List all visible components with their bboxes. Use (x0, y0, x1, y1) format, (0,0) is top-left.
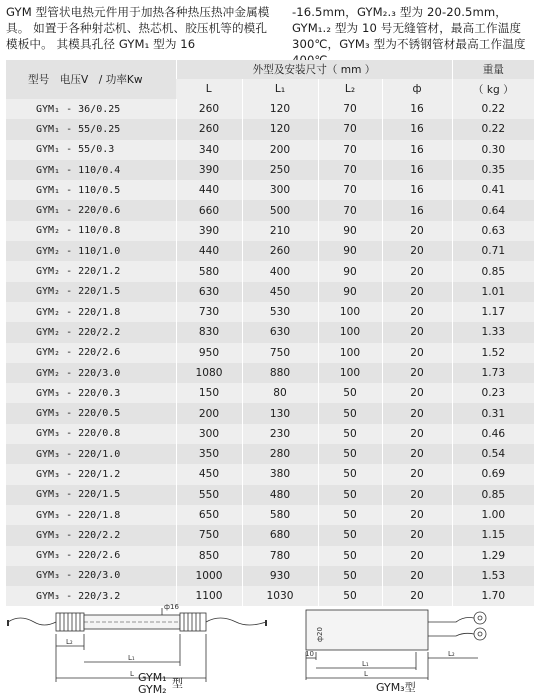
cell-L1: 400 (242, 261, 318, 281)
cell-model: GYM₁ - 220/0.6 (6, 200, 176, 220)
cell-L1: 210 (242, 221, 318, 241)
cell-weight: 0.71 (452, 241, 534, 261)
cell-L1: 200 (242, 140, 318, 160)
cell-L: 1000 (176, 566, 242, 586)
cell-L1: 450 (242, 282, 318, 302)
cell-weight: 1.17 (452, 302, 534, 322)
cell-L1: 750 (242, 343, 318, 363)
cell-L2: 50 (318, 444, 382, 464)
table-row (6, 464, 534, 484)
cell-L: 390 (176, 221, 242, 241)
header-col-L1: L₁ (242, 79, 318, 99)
cell-weight: 0.31 (452, 403, 534, 423)
cell-L2: 90 (318, 221, 382, 241)
cell-L: 1080 (176, 363, 242, 383)
label-10: 10 (305, 650, 314, 658)
cell-L: 300 (176, 424, 242, 444)
table-row (6, 505, 534, 525)
label-L1-right: L₁ (362, 660, 369, 668)
cell-L1: 780 (242, 546, 318, 566)
cell-model: GYM₃ - 220/0.5 (6, 403, 176, 423)
cell-phi: 20 (382, 464, 452, 484)
heater-block (306, 610, 428, 650)
cell-phi: 16 (382, 160, 452, 180)
caption-type-suffix: 型 (172, 677, 183, 690)
cell-L1: 380 (242, 464, 318, 484)
caption-gym3: GYM₃型 (376, 681, 416, 694)
cell-weight: 1.00 (452, 505, 534, 525)
table-row (6, 302, 534, 322)
cell-L2: 100 (318, 363, 382, 383)
ring-terminal-upper (474, 612, 486, 624)
header-col-L2: L₂ (318, 79, 382, 99)
cell-weight: 0.46 (452, 424, 534, 444)
table-row (6, 525, 534, 545)
cell-L2: 90 (318, 282, 382, 302)
cell-L1: 880 (242, 363, 318, 383)
cell-L2: 70 (318, 160, 382, 180)
cell-L: 390 (176, 160, 242, 180)
cell-phi: 20 (382, 383, 452, 403)
cell-L2: 70 (318, 200, 382, 220)
cell-L: 580 (176, 261, 242, 281)
caption-gym2: GYM₂ (138, 683, 167, 696)
cell-L1: 130 (242, 403, 318, 423)
table-row (6, 282, 534, 302)
cell-L2: 90 (318, 241, 382, 261)
header-weight: 重量 (452, 60, 534, 79)
cell-phi: 20 (382, 424, 452, 444)
cell-L2: 50 (318, 464, 382, 484)
cell-L: 550 (176, 485, 242, 505)
table-row (6, 424, 534, 444)
caption-gym1: GYM₁ (138, 671, 167, 684)
cell-L: 350 (176, 444, 242, 464)
label-L2-right: L₂ (448, 650, 455, 658)
table-row (6, 221, 534, 241)
cell-L1: 580 (242, 505, 318, 525)
cell-model: GYM₁ - 110/0.5 (6, 180, 176, 200)
cell-L1: 480 (242, 485, 318, 505)
lead-lower (428, 633, 474, 636)
cell-phi: 20 (382, 444, 452, 464)
cell-L: 1100 (176, 586, 242, 606)
cell-L1: 120 (242, 99, 318, 119)
cell-L2: 50 (318, 525, 382, 545)
cell-L: 440 (176, 241, 242, 261)
label-L-right: L (364, 670, 368, 678)
cell-model: GYM₃ - 220/1.5 (6, 485, 176, 505)
dimension-drawings (0, 600, 540, 696)
cell-phi: 20 (382, 302, 452, 322)
table-row (6, 99, 534, 119)
label-phi20: ф20 (316, 627, 324, 642)
label-phi16: ф16 (164, 603, 179, 611)
cell-model: GYM₃ - 220/2.6 (6, 546, 176, 566)
cell-L2: 50 (318, 383, 382, 403)
cell-phi: 16 (382, 119, 452, 139)
cell-L1: 280 (242, 444, 318, 464)
cell-model: GYM₂ - 220/2.2 (6, 322, 176, 342)
cell-L1: 250 (242, 160, 318, 180)
cell-L2: 50 (318, 403, 382, 423)
cell-L1: 630 (242, 322, 318, 342)
cell-L: 440 (176, 180, 242, 200)
table-body (6, 99, 534, 606)
cell-L2: 70 (318, 180, 382, 200)
label-L2-left: L₂ (66, 638, 73, 646)
cell-weight: 0.63 (452, 221, 534, 241)
lead-wire-left (8, 618, 56, 625)
cell-L: 730 (176, 302, 242, 322)
cell-weight: 1.15 (452, 525, 534, 545)
cell-weight: 0.85 (452, 261, 534, 281)
cell-phi: 20 (382, 363, 452, 383)
cell-phi: 20 (382, 343, 452, 363)
cell-model: GYM₂ - 220/3.0 (6, 363, 176, 383)
cell-weight: 0.23 (452, 383, 534, 403)
table-row (6, 566, 534, 586)
cell-L2: 70 (318, 99, 382, 119)
cell-phi: 20 (382, 546, 452, 566)
cell-weight: 0.30 (452, 140, 534, 160)
cell-L2: 90 (318, 261, 382, 281)
cell-model: GYM₁ - 36/0.25 (6, 99, 176, 119)
cell-L1: 300 (242, 180, 318, 200)
table-row (6, 403, 534, 423)
cell-phi: 20 (382, 221, 452, 241)
table-row (6, 343, 534, 363)
table-row (6, 241, 534, 261)
cell-phi: 20 (382, 586, 452, 606)
cell-L2: 100 (318, 302, 382, 322)
cell-model: GYM₂ - 110/1.0 (6, 241, 176, 261)
table-row (6, 383, 534, 403)
cell-L: 260 (176, 119, 242, 139)
cell-L: 630 (176, 282, 242, 302)
cell-phi: 20 (382, 505, 452, 525)
cell-weight: 0.69 (452, 464, 534, 484)
header-model: 型号 电压V / 功率Kw (6, 60, 176, 99)
cell-L2: 100 (318, 322, 382, 342)
cell-L2: 50 (318, 546, 382, 566)
cell-L1: 930 (242, 566, 318, 586)
header-col-L: L (176, 79, 242, 99)
cell-weight: 0.35 (452, 160, 534, 180)
cell-phi: 16 (382, 99, 452, 119)
cell-L: 830 (176, 322, 242, 342)
cell-phi: 16 (382, 200, 452, 220)
cell-model: GYM₃ - 220/0.8 (6, 424, 176, 444)
cell-phi: 20 (382, 525, 452, 545)
cell-weight: 1.01 (452, 282, 534, 302)
cell-L2: 50 (318, 424, 382, 444)
header-col-phi: ф (382, 79, 452, 99)
cell-L1: 680 (242, 525, 318, 545)
intro-text-right: -16.5mm，GYM₂.₃ 型为 20-20.5mm，GYM₁.₂ 型为 10 号无缝管材，最高工作温度 300℃，GYM₃ 型为不锈钢管材最高工作温度 (292, 5, 526, 51)
lead-wire-right (206, 618, 266, 625)
cell-model: GYM₂ - 220/1.5 (6, 282, 176, 302)
cell-model: GYM₁ - 110/0.4 (6, 160, 176, 180)
cell-model: GYM₃ - 220/3.0 (6, 566, 176, 586)
cell-weight: 1.53 (452, 566, 534, 586)
cell-model: GYM₁ - 55/0.3 (6, 140, 176, 160)
cell-phi: 20 (382, 485, 452, 505)
cell-weight: 0.41 (452, 180, 534, 200)
label-L1-left: L₁ (128, 654, 135, 662)
cell-L1: 1030 (242, 586, 318, 606)
cell-weight: 1.70 (452, 586, 534, 606)
table-row (6, 444, 534, 464)
cell-L1: 120 (242, 119, 318, 139)
table-row (6, 200, 534, 220)
table-row (6, 322, 534, 342)
cell-phi: 16 (382, 140, 452, 160)
cell-L2: 50 (318, 586, 382, 606)
cell-L1: 260 (242, 241, 318, 261)
cell-L2: 50 (318, 566, 382, 586)
header-weight-unit: （ kg ） (452, 79, 534, 99)
cell-model: GYM₂ - 220/1.2 (6, 261, 176, 281)
cell-model: GYM₂ - 220/2.6 (6, 343, 176, 363)
cell-L: 650 (176, 505, 242, 525)
ring-terminal-lower (474, 628, 486, 640)
cell-model: GYM₃ - 220/1.0 (6, 444, 176, 464)
cell-weight: 1.29 (452, 546, 534, 566)
cell-L1: 500 (242, 200, 318, 220)
cell-L1: 230 (242, 424, 318, 444)
table-row (6, 546, 534, 566)
cell-L: 260 (176, 99, 242, 119)
cell-weight: 0.54 (452, 444, 534, 464)
cell-model: GYM₃ - 220/1.2 (6, 464, 176, 484)
cell-model: GYM₃ - 220/0.3 (6, 383, 176, 403)
header-dims-group: 外型及安装尺寸（ mm ） (176, 60, 452, 79)
cell-phi: 16 (382, 180, 452, 200)
table-row (6, 261, 534, 281)
cell-model: GYM₃ - 220/2.2 (6, 525, 176, 545)
cell-L: 950 (176, 343, 242, 363)
cell-weight: 0.22 (452, 99, 534, 119)
cell-L1: 80 (242, 383, 318, 403)
cell-L: 850 (176, 546, 242, 566)
cell-model: GYM₁ - 55/0.25 (6, 119, 176, 139)
cell-phi: 20 (382, 282, 452, 302)
cell-weight: 1.33 (452, 322, 534, 342)
cell-weight: 0.22 (452, 119, 534, 139)
caption-gym1-gym2 (138, 672, 167, 696)
cell-L: 660 (176, 200, 242, 220)
cell-model: GYM₂ - 220/1.8 (6, 302, 176, 322)
table-row (6, 160, 534, 180)
cell-L2: 70 (318, 140, 382, 160)
cell-phi: 20 (382, 403, 452, 423)
table-row (6, 140, 534, 160)
cell-L: 750 (176, 525, 242, 545)
cell-phi: 20 (382, 261, 452, 281)
cell-weight: 0.85 (452, 485, 534, 505)
label-L-left: L (130, 670, 134, 678)
cell-L: 150 (176, 383, 242, 403)
cell-phi: 20 (382, 566, 452, 586)
drawing-gym3 (306, 610, 486, 680)
table-row (6, 485, 534, 505)
table-row (6, 180, 534, 200)
cell-L2: 100 (318, 343, 382, 363)
cell-L: 340 (176, 140, 242, 160)
cell-L: 450 (176, 464, 242, 484)
cell-L1: 530 (242, 302, 318, 322)
cell-L: 200 (176, 403, 242, 423)
table-row (6, 363, 534, 383)
drawing-gym1-gym2 (8, 608, 266, 682)
cell-weight: 0.64 (452, 200, 534, 220)
lead-upper (428, 618, 474, 623)
intro-text-left: GYM 型管状电热元件用于加热各种热压热冲金属模具。 如置于各种射芯机、热芯机、胶压机等的模孔模板中。 其模具孔径 GYM₁ 型为 16 (6, 5, 270, 51)
spec-table (6, 60, 534, 606)
cell-L2: 50 (318, 485, 382, 505)
cell-weight: 1.52 (452, 343, 534, 363)
cell-model: GYM₂ - 110/0.8 (6, 221, 176, 241)
cell-L2: 50 (318, 505, 382, 525)
cell-model: GYM₃ - 220/1.8 (6, 505, 176, 525)
cell-phi: 20 (382, 241, 452, 261)
cell-model: GYM₃ - 220/3.2 (6, 586, 176, 606)
cell-weight: 1.73 (452, 363, 534, 383)
cell-phi: 20 (382, 322, 452, 342)
cell-L2: 70 (318, 119, 382, 139)
table-row (6, 119, 534, 139)
